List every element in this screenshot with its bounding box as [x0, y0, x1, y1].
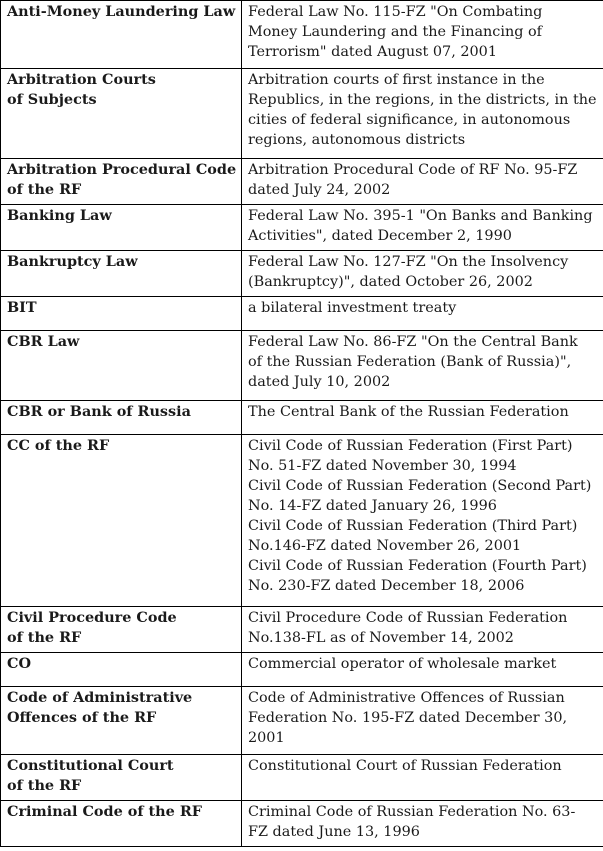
definition-text: Arbitration Procedural Code of RF No. 95-FZ: [248, 162, 578, 178]
definition-cell: [242, 159, 603, 205]
term-text: Offences of the RF: [7, 709, 157, 726]
definition-cell: [242, 687, 603, 755]
table-row: [1, 687, 603, 755]
definition-cell: [242, 205, 603, 251]
term-cell: [1, 801, 242, 847]
definition-text: a bilateral investment treaty: [248, 300, 457, 316]
definition-cell: [242, 69, 603, 159]
definition-text: Constitutional Court of Russian Federation: [248, 758, 562, 774]
definition-text: Terrorism" dated August 07, 2001: [248, 44, 497, 60]
term-text: of Subjects: [7, 91, 97, 108]
term-text: Anti-Money Laundering Law: [7, 3, 236, 20]
definition-text: Republics, in the regions, in the districts, in the: [248, 92, 597, 108]
term-cell: [1, 755, 242, 801]
term-text: CC of the RF: [7, 437, 110, 454]
definition-text: Commercial operator of wholesale market: [248, 656, 557, 672]
definition-text: Federal Law No. 115-FZ "On Combating: [248, 4, 543, 20]
definition-text: (Bankruptcy)", dated October 26, 2002: [248, 274, 533, 290]
term-text: Constitutional Court: [7, 757, 174, 774]
definition-cell: [242, 435, 603, 607]
term-text: Arbitration Courts: [7, 71, 156, 88]
table-row: [1, 251, 603, 297]
term-text: Code of Administrative: [7, 689, 193, 706]
definition-text: of the Russian Federation (Bank of Russia)",: [248, 354, 572, 370]
definition-text: Federal Law No. 127-FZ "On the Insolvency: [248, 254, 569, 270]
table-row: [1, 435, 603, 607]
glossary-body: [1, 1, 603, 847]
definition-text: No.138-FL as of November 14, 2002: [248, 630, 514, 646]
term-cell: [1, 401, 242, 435]
term-text: CO: [7, 655, 31, 672]
definition-text: FZ dated June 13, 1996: [248, 824, 420, 840]
term-text: of the RF: [7, 629, 82, 646]
definition-text: Activities", dated December 2, 1990: [248, 228, 512, 244]
definition-text: No. 14-FZ dated January 26, 1996: [248, 498, 497, 514]
term-text: Bankruptcy Law: [7, 253, 138, 270]
term-text: BIT: [7, 299, 37, 316]
definition-text: The Central Bank of the Russian Federation: [248, 404, 569, 420]
definition-text: 2001: [248, 730, 285, 746]
term-cell: [1, 251, 242, 297]
definition-text: Civil Code of Russian Federation (First Part): [248, 438, 573, 454]
term-text: Banking Law: [7, 207, 112, 224]
definition-text: Criminal Code of Russian Federation No. 63-: [248, 804, 576, 820]
definition-cell: [242, 653, 603, 687]
term-text: CBR or Bank of Russia: [7, 403, 191, 420]
definition-text: Civil Procedure Code of Russian Federation: [248, 610, 568, 626]
definition-cell: [242, 251, 603, 297]
term-cell: [1, 435, 242, 607]
definition-text: dated July 10, 2002: [248, 374, 391, 390]
table-row: [1, 755, 603, 801]
term-cell: [1, 159, 242, 205]
definition-text: Money Laundering and the Financing of: [248, 24, 543, 40]
table-row: [1, 69, 603, 159]
table-row: [1, 205, 603, 251]
table-row: [1, 159, 603, 205]
term-cell: [1, 607, 242, 653]
definition-cell: [242, 755, 603, 801]
table-row: [1, 297, 603, 331]
term-cell: [1, 205, 242, 251]
term-cell: [1, 297, 242, 331]
definition-cell: [242, 607, 603, 653]
table-row: [1, 331, 603, 401]
definition-text: No.146-FZ dated November 26, 2001: [248, 538, 522, 554]
term-text: Criminal Code of the RF: [7, 803, 202, 820]
definition-cell: [242, 401, 603, 435]
term-text: of the RF: [7, 777, 82, 794]
definition-cell: [242, 801, 603, 847]
table-row: [1, 801, 603, 847]
table-row: [1, 401, 603, 435]
table-row: [1, 607, 603, 653]
definition-text: Federation No. 195-FZ dated December 30,: [248, 710, 568, 726]
definition-cell: [242, 1, 603, 69]
term-text: Civil Procedure Code: [7, 609, 177, 626]
term-cell: [1, 653, 242, 687]
definition-text: Civil Code of Russian Federation (Second Part): [248, 478, 592, 494]
definition-text: regions, autonomous districts: [248, 132, 466, 148]
table-row: [1, 1, 603, 69]
definition-text: Federal Law No. 86-FZ "On the Central Bank: [248, 334, 578, 350]
term-cell: [1, 1, 242, 69]
term-cell: [1, 687, 242, 755]
term-text: CBR Law: [7, 333, 80, 350]
definition-cell: [242, 297, 603, 331]
term-text: Arbitration Procedural Code: [7, 161, 237, 178]
definition-text: Federal Law No. 395-1 "On Banks and Banking: [248, 208, 593, 224]
definition-text: Civil Code of Russian Federation (Fourth Part): [248, 558, 587, 574]
definition-cell: [242, 331, 603, 401]
term-text: of the RF: [7, 181, 82, 198]
definition-text: No. 230-FZ dated December 18, 2006: [248, 578, 525, 594]
definition-text: Code of Administrative Offences of Russian: [248, 690, 565, 706]
definition-text: Arbitration courts of first instance in the: [248, 72, 545, 88]
term-cell: [1, 331, 242, 401]
table-row: [1, 653, 603, 687]
term-cell: [1, 69, 242, 159]
definition-text: cities of federal significance, in autonomous: [248, 112, 571, 128]
definition-text: No. 51-FZ dated November 30, 1994: [248, 458, 517, 474]
definition-text: dated July 24, 2002: [248, 182, 391, 198]
definition-text: Civil Code of Russian Federation (Third Part): [248, 518, 578, 534]
